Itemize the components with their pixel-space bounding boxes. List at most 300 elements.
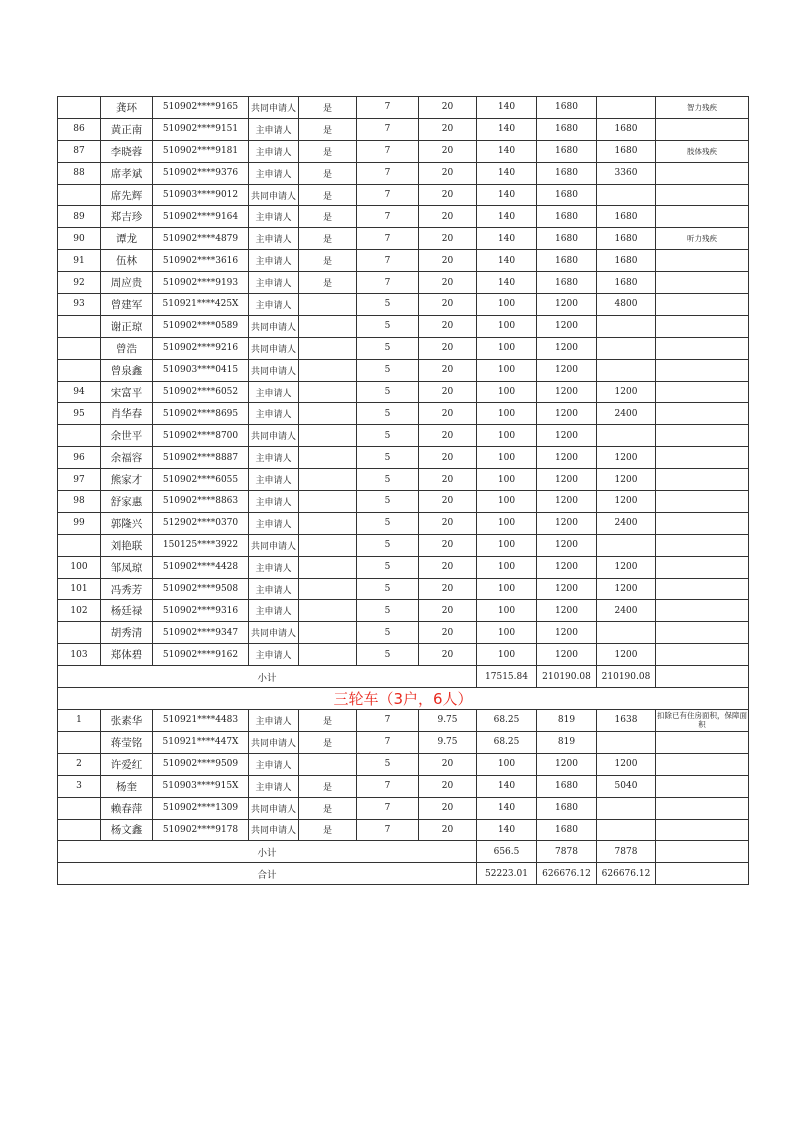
flag-cell: [299, 491, 357, 513]
note-cell: [656, 775, 749, 797]
unit-area-cell: 20: [419, 118, 477, 140]
subsidy-cell: 2400: [597, 512, 656, 534]
subsidy-cell: [597, 97, 656, 119]
amount-cell: 1680: [537, 272, 597, 294]
note-cell: 听力残疾: [656, 228, 749, 250]
flag-cell: [299, 556, 357, 578]
name-cell: 郑体碧: [101, 644, 153, 666]
persons-cell: 7: [357, 140, 419, 162]
row-number-cell: [58, 534, 101, 556]
note-cell: [656, 469, 749, 491]
name-cell: 曾泉鑫: [101, 359, 153, 381]
amount-cell: 1200: [537, 600, 597, 622]
applicant-role-cell: 共同申请人: [249, 731, 299, 753]
persons-cell: 7: [357, 731, 419, 753]
unit-area-cell: 20: [419, 534, 477, 556]
row-number-cell: 86: [58, 118, 101, 140]
flag-cell: [299, 294, 357, 316]
flag-cell: [299, 359, 357, 381]
subsidy-cell: 1200: [597, 556, 656, 578]
section-title: 三轮车（3户，6人）: [58, 688, 749, 710]
area-cell: 140: [477, 184, 537, 206]
subsidy-table: [57, 96, 749, 885]
total-row: [58, 863, 749, 885]
amount-cell: 1200: [537, 534, 597, 556]
amount-cell: 819: [537, 731, 597, 753]
note-cell: [656, 512, 749, 534]
subsidy-cell: 1680: [597, 228, 656, 250]
amount-cell: 1680: [537, 184, 597, 206]
name-cell: 舒家惠: [101, 491, 153, 513]
amount-cell: 1680: [537, 97, 597, 119]
name-cell: 杨廷禄: [101, 600, 153, 622]
id-number-cell: 510902****8700: [153, 425, 249, 447]
area-cell: 100: [477, 644, 537, 666]
id-number-cell: 510902****9376: [153, 162, 249, 184]
applicant-role-cell: 共同申请人: [249, 97, 299, 119]
applicant-role-cell: 主申请人: [249, 578, 299, 600]
persons-cell: 5: [357, 491, 419, 513]
row-number-cell: [58, 819, 101, 841]
id-number-cell: 510903****0415: [153, 359, 249, 381]
id-number-cell: 510902****4879: [153, 228, 249, 250]
id-number-cell: 510902****9165: [153, 97, 249, 119]
applicant-role-cell: 主申请人: [249, 206, 299, 228]
row-number-cell: 94: [58, 381, 101, 403]
table-row: [58, 710, 749, 732]
id-number-cell: 510902****9181: [153, 140, 249, 162]
subsidy-cell: 2400: [597, 600, 656, 622]
id-number-cell: 510902****4428: [153, 556, 249, 578]
label-cell: 小计: [58, 841, 477, 863]
persons-cell: 5: [357, 578, 419, 600]
persons-cell: 7: [357, 272, 419, 294]
subsidy-cell: 1680: [597, 206, 656, 228]
name-cell: 肖华春: [101, 403, 153, 425]
area-cell: 100: [477, 753, 537, 775]
unit-area-cell: 20: [419, 359, 477, 381]
table-row: [58, 556, 749, 578]
flag-cell: [299, 469, 357, 491]
note-cell: [656, 578, 749, 600]
name-cell: 杨文鑫: [101, 819, 153, 841]
row-number-cell: 91: [58, 250, 101, 272]
subsidy-cell: [597, 622, 656, 644]
applicant-role-cell: 主申请人: [249, 403, 299, 425]
note-cell: [656, 841, 749, 863]
table-row: [58, 140, 749, 162]
row-number-cell: 92: [58, 272, 101, 294]
table-row: [58, 97, 749, 119]
flag-cell: 是: [299, 797, 357, 819]
row-number-cell: 1: [58, 710, 101, 732]
applicant-role-cell: 共同申请人: [249, 534, 299, 556]
flag-cell: [299, 337, 357, 359]
unit-area-cell: 20: [419, 184, 477, 206]
amount-cell: 1200: [537, 425, 597, 447]
note-cell: [656, 118, 749, 140]
note-cell: [656, 863, 749, 885]
table-row: [58, 425, 749, 447]
area-cell: 140: [477, 272, 537, 294]
note-cell: [656, 403, 749, 425]
subsidy-cell: 1638: [597, 710, 656, 732]
note-cell: [656, 184, 749, 206]
area-cell: 140: [477, 819, 537, 841]
table-row: [58, 753, 749, 775]
subsidy-cell: 3360: [597, 162, 656, 184]
subsidy-cell: 1680: [597, 272, 656, 294]
note-cell: [656, 819, 749, 841]
subsidy-cell: [597, 315, 656, 337]
persons-cell: 7: [357, 797, 419, 819]
subtotal-row: [58, 666, 749, 688]
name-cell: 曾建军: [101, 294, 153, 316]
row-number-cell: [58, 184, 101, 206]
row-number-cell: 95: [58, 403, 101, 425]
applicant-role-cell: 主申请人: [249, 272, 299, 294]
row-number-cell: [58, 425, 101, 447]
amount-cell: 1200: [537, 622, 597, 644]
area-cell: 100: [477, 578, 537, 600]
note-cell: [656, 491, 749, 513]
unit-area-cell: 20: [419, 162, 477, 184]
applicant-role-cell: 共同申请人: [249, 359, 299, 381]
area-cell: 140: [477, 140, 537, 162]
table-row: [58, 622, 749, 644]
subsidy-cell: 1680: [597, 250, 656, 272]
note-cell: [656, 534, 749, 556]
note-cell: [656, 644, 749, 666]
note-cell: [656, 272, 749, 294]
area-cell: 656.5: [477, 841, 537, 863]
area-cell: 68.25: [477, 710, 537, 732]
flag-cell: [299, 600, 357, 622]
amount-cell: 1200: [537, 753, 597, 775]
applicant-role-cell: 主申请人: [249, 228, 299, 250]
name-cell: 胡秀清: [101, 622, 153, 644]
name-cell: 杨奎: [101, 775, 153, 797]
persons-cell: 5: [357, 534, 419, 556]
unit-area-cell: 20: [419, 753, 477, 775]
unit-area-cell: 20: [419, 512, 477, 534]
unit-area-cell: 20: [419, 447, 477, 469]
amount-cell: 210190.08: [537, 666, 597, 688]
row-number-cell: 103: [58, 644, 101, 666]
persons-cell: 7: [357, 162, 419, 184]
row-number-cell: 89: [58, 206, 101, 228]
subsidy-cell: 1200: [597, 381, 656, 403]
unit-area-cell: 20: [419, 337, 477, 359]
row-number-cell: [58, 315, 101, 337]
area-cell: 140: [477, 250, 537, 272]
flag-cell: 是: [299, 710, 357, 732]
area-cell: 140: [477, 228, 537, 250]
applicant-role-cell: 主申请人: [249, 381, 299, 403]
note-cell: [656, 315, 749, 337]
subsidy-cell: 1200: [597, 753, 656, 775]
unit-area-cell: 20: [419, 250, 477, 272]
subsidy-cell: 1200: [597, 447, 656, 469]
id-number-cell: 510902****9178: [153, 819, 249, 841]
subsidy-cell: [597, 425, 656, 447]
note-cell: [656, 753, 749, 775]
persons-cell: 5: [357, 425, 419, 447]
area-cell: 100: [477, 600, 537, 622]
subsidy-cell: 2400: [597, 403, 656, 425]
table-row: [58, 206, 749, 228]
note-cell: [656, 337, 749, 359]
id-number-cell: 512902****0370: [153, 512, 249, 534]
flag-cell: 是: [299, 819, 357, 841]
flag-cell: 是: [299, 118, 357, 140]
name-cell: 刘艳联: [101, 534, 153, 556]
row-number-cell: 88: [58, 162, 101, 184]
amount-cell: 1200: [537, 578, 597, 600]
note-cell: [656, 294, 749, 316]
name-cell: 伍林: [101, 250, 153, 272]
flag-cell: [299, 578, 357, 600]
flag-cell: [299, 753, 357, 775]
area-cell: 100: [477, 315, 537, 337]
area-cell: 100: [477, 622, 537, 644]
name-cell: 李晓蓉: [101, 140, 153, 162]
persons-cell: 7: [357, 819, 419, 841]
amount-cell: 1680: [537, 775, 597, 797]
unit-area-cell: 20: [419, 315, 477, 337]
id-number-cell: 510902****3616: [153, 250, 249, 272]
area-cell: 140: [477, 162, 537, 184]
persons-cell: 5: [357, 381, 419, 403]
table-row: [58, 797, 749, 819]
unit-area-cell: 20: [419, 556, 477, 578]
amount-cell: 626676.12: [537, 863, 597, 885]
area-cell: 100: [477, 469, 537, 491]
area-cell: 140: [477, 118, 537, 140]
name-cell: 席先辉: [101, 184, 153, 206]
table-row: [58, 512, 749, 534]
persons-cell: 7: [357, 228, 419, 250]
applicant-role-cell: 共同申请人: [249, 425, 299, 447]
flag-cell: [299, 447, 357, 469]
flag-cell: 是: [299, 775, 357, 797]
applicant-role-cell: 主申请人: [249, 556, 299, 578]
name-cell: 余福容: [101, 447, 153, 469]
persons-cell: 7: [357, 206, 419, 228]
unit-area-cell: 20: [419, 622, 477, 644]
id-number-cell: 510902****9508: [153, 578, 249, 600]
id-number-cell: 510902****8695: [153, 403, 249, 425]
row-number-cell: 2: [58, 753, 101, 775]
persons-cell: 7: [357, 97, 419, 119]
area-cell: 52223.01: [477, 863, 537, 885]
id-number-cell: 510902****0589: [153, 315, 249, 337]
amount-cell: 1680: [537, 206, 597, 228]
subsidy-cell: 210190.08: [597, 666, 656, 688]
persons-cell: 5: [357, 469, 419, 491]
flag-cell: 是: [299, 162, 357, 184]
applicant-role-cell: 主申请人: [249, 469, 299, 491]
flag-cell: 是: [299, 228, 357, 250]
persons-cell: 7: [357, 250, 419, 272]
flag-cell: 是: [299, 250, 357, 272]
name-cell: 席孝斌: [101, 162, 153, 184]
id-number-cell: 510902****9216: [153, 337, 249, 359]
id-number-cell: 510921****447X: [153, 731, 249, 753]
persons-cell: 5: [357, 359, 419, 381]
row-number-cell: [58, 97, 101, 119]
label-cell: 小计: [58, 666, 477, 688]
row-number-cell: 98: [58, 491, 101, 513]
note-cell: [656, 447, 749, 469]
persons-cell: 5: [357, 556, 419, 578]
table-row: [58, 775, 749, 797]
name-cell: 张素华: [101, 710, 153, 732]
name-cell: 蒋莹铭: [101, 731, 153, 753]
amount-cell: 1200: [537, 491, 597, 513]
amount-cell: 1200: [537, 337, 597, 359]
id-number-cell: 510902****9164: [153, 206, 249, 228]
subsidy-cell: 626676.12: [597, 863, 656, 885]
unit-area-cell: 20: [419, 644, 477, 666]
unit-area-cell: 20: [419, 819, 477, 841]
applicant-role-cell: 共同申请人: [249, 622, 299, 644]
table-row: [58, 184, 749, 206]
note-cell: 扣除已有住房面积，保障面积: [657, 711, 747, 730]
unit-area-cell: 20: [419, 425, 477, 447]
table-row: [58, 337, 749, 359]
row-number-cell: 93: [58, 294, 101, 316]
subsidy-cell: [597, 359, 656, 381]
name-cell: 熊家才: [101, 469, 153, 491]
amount-cell: 1680: [537, 162, 597, 184]
subsidy-cell: 1200: [597, 578, 656, 600]
unit-area-cell: 20: [419, 491, 477, 513]
id-number-cell: 510902****9509: [153, 753, 249, 775]
table-row: [58, 272, 749, 294]
row-number-cell: [58, 622, 101, 644]
area-cell: 68.25: [477, 731, 537, 753]
persons-cell: 5: [357, 644, 419, 666]
id-number-cell: 510902****9316: [153, 600, 249, 622]
amount-cell: 1680: [537, 797, 597, 819]
id-number-cell: 510902****9193: [153, 272, 249, 294]
persons-cell: 5: [357, 294, 419, 316]
flag-cell: [299, 425, 357, 447]
id-number-cell: 510902****6052: [153, 381, 249, 403]
table-row: [58, 381, 749, 403]
table-row: [58, 578, 749, 600]
amount-cell: 1200: [537, 512, 597, 534]
subsidy-cell: [597, 534, 656, 556]
unit-area-cell: 20: [419, 775, 477, 797]
persons-cell: 7: [357, 775, 419, 797]
amount-cell: 1200: [537, 381, 597, 403]
persons-cell: 5: [357, 512, 419, 534]
name-cell: 郭隆兴: [101, 512, 153, 534]
unit-area-cell: 20: [419, 272, 477, 294]
amount-cell: 1200: [537, 644, 597, 666]
row-number-cell: 101: [58, 578, 101, 600]
subsidy-cell: 1200: [597, 644, 656, 666]
table-row: [58, 534, 749, 556]
id-number-cell: 510902****8887: [153, 447, 249, 469]
area-cell: 140: [477, 797, 537, 819]
flag-cell: 是: [299, 272, 357, 294]
section-header-row: [58, 688, 749, 710]
id-number-cell: 510902****1309: [153, 797, 249, 819]
applicant-role-cell: 主申请人: [249, 140, 299, 162]
unit-area-cell: 9.75: [419, 731, 477, 753]
amount-cell: 1680: [537, 140, 597, 162]
amount-cell: 819: [537, 710, 597, 732]
applicant-role-cell: 主申请人: [249, 644, 299, 666]
table-row: [58, 491, 749, 513]
persons-cell: 5: [357, 315, 419, 337]
row-number-cell: 97: [58, 469, 101, 491]
applicant-role-cell: 共同申请人: [249, 184, 299, 206]
name-cell: 谭龙: [101, 228, 153, 250]
area-cell: 100: [477, 294, 537, 316]
area-cell: 100: [477, 556, 537, 578]
id-number-cell: 150125****3922: [153, 534, 249, 556]
unit-area-cell: 20: [419, 206, 477, 228]
id-number-cell: 510902****9151: [153, 118, 249, 140]
row-number-cell: 3: [58, 775, 101, 797]
persons-cell: 5: [357, 447, 419, 469]
id-number-cell: 510921****4483: [153, 710, 249, 732]
note-cell: [656, 381, 749, 403]
id-number-cell: 510902****9347: [153, 622, 249, 644]
amount-cell: 1200: [537, 315, 597, 337]
applicant-role-cell: 共同申请人: [249, 819, 299, 841]
table-row: [58, 294, 749, 316]
unit-area-cell: 9.75: [419, 710, 477, 732]
persons-cell: 7: [357, 118, 419, 140]
flag-cell: [299, 315, 357, 337]
amount-cell: 1200: [537, 359, 597, 381]
table-row: [58, 819, 749, 841]
applicant-role-cell: 共同申请人: [249, 797, 299, 819]
table-row: [58, 118, 749, 140]
unit-area-cell: 20: [419, 578, 477, 600]
applicant-role-cell: 主申请人: [249, 250, 299, 272]
amount-cell: 1200: [537, 556, 597, 578]
table-row: [58, 600, 749, 622]
id-number-cell: 510902****6055: [153, 469, 249, 491]
subsidy-cell: 4800: [597, 294, 656, 316]
name-cell: 许爱红: [101, 753, 153, 775]
unit-area-cell: 20: [419, 294, 477, 316]
table-row: [58, 403, 749, 425]
applicant-role-cell: 主申请人: [249, 753, 299, 775]
name-cell: 郑吉珍: [101, 206, 153, 228]
flag-cell: 是: [299, 184, 357, 206]
area-cell: 100: [477, 381, 537, 403]
amount-cell: 1680: [537, 228, 597, 250]
area-cell: 17515.84: [477, 666, 537, 688]
area-cell: 100: [477, 337, 537, 359]
subsidy-cell: 1680: [597, 118, 656, 140]
id-number-cell: 510902****8863: [153, 491, 249, 513]
applicant-role-cell: 主申请人: [249, 600, 299, 622]
id-number-cell: 510903****915X: [153, 775, 249, 797]
flag-cell: [299, 403, 357, 425]
area-cell: 100: [477, 447, 537, 469]
note-cell: [656, 359, 749, 381]
applicant-role-cell: 主申请人: [249, 447, 299, 469]
amount-cell: 1200: [537, 403, 597, 425]
